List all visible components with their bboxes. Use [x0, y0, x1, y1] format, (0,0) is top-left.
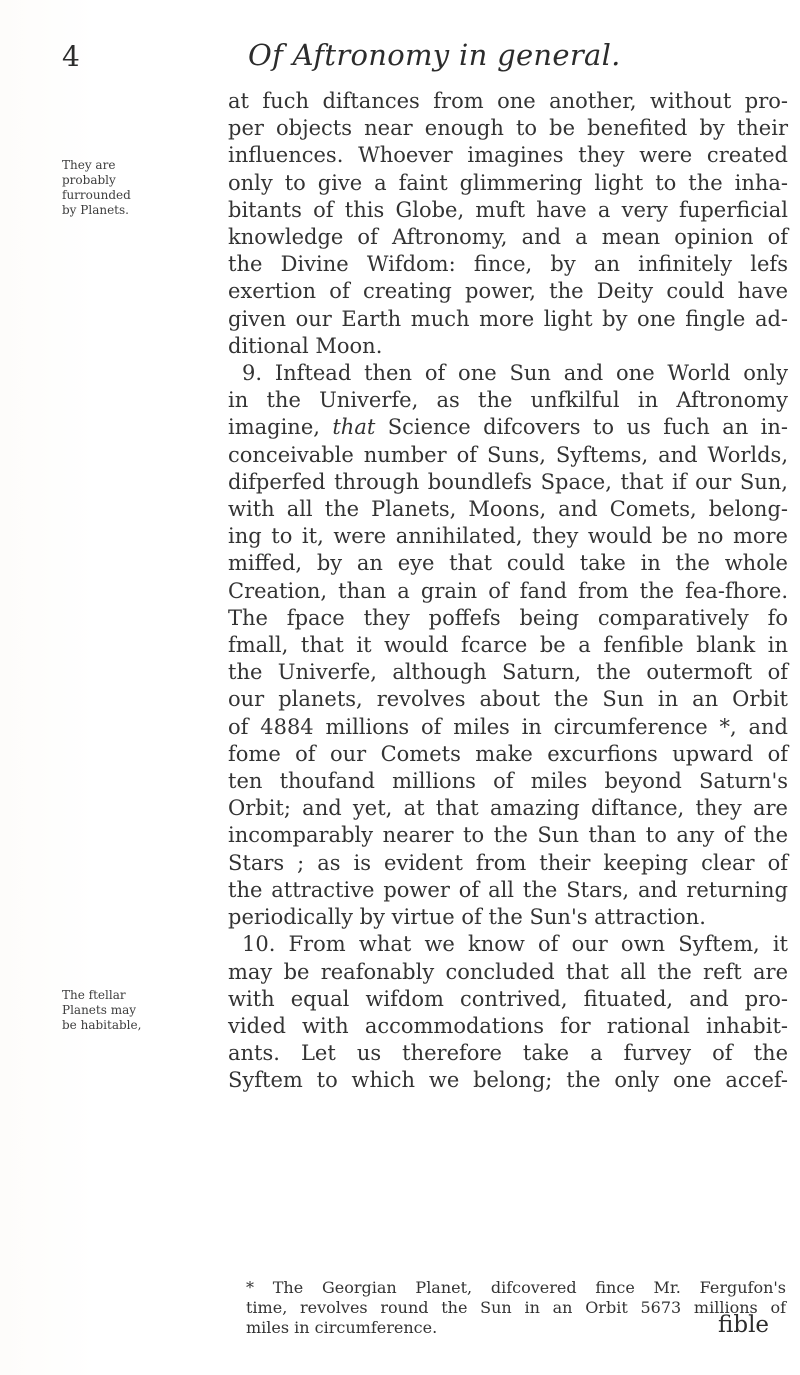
text-line: fmall, that it would fcarce be a fenfible blank in — [228, 633, 788, 658]
text-line: difperfed through boundlefs Space, that if our Sun, — [228, 469, 788, 494]
text-line: ten thoufand millions of miles beyond Saturn's — [228, 769, 788, 794]
text-line: knowledge of Aftronomy, and a mean opinion of — [228, 225, 788, 250]
text-line: Syftem to which we belong; the only one accef- — [228, 1068, 788, 1093]
running-head: Of Aftronomy in general. — [248, 38, 621, 72]
footnote-line: miles in circumference. — [246, 1318, 438, 1337]
margin-note-line: Planets may — [62, 1003, 137, 1017]
text-line: influences. Whoever imagines they were created — [228, 143, 788, 168]
text-line: per objects near enough to be benefited by their — [228, 116, 788, 141]
margin-note-line: be habitable, — [62, 1018, 142, 1032]
margin-note-line: probably — [62, 173, 116, 187]
text-line: bitants of this Globe, muft have a very fuperficial — [228, 197, 788, 222]
text-line: ditional Moon. — [228, 333, 383, 358]
text-line: with all the Planets, Moons, and Comets, belong- — [228, 497, 788, 522]
text-fragment: Science difcovers to us fuch an in- — [387, 415, 788, 440]
text-line: vided with accommodations for rational inhabit- — [228, 1013, 788, 1038]
text-line-composite — [228, 414, 788, 441]
margin-note-line: furrounded — [62, 188, 131, 202]
footnote — [246, 1278, 786, 1338]
text-line: incomparably nearer to the Sun than to any of the — [228, 823, 788, 848]
catchword: fible — [718, 1312, 770, 1338]
footnote-line: * The Georgian Planet, difcovered fince Mr. Fergufon's — [246, 1278, 786, 1297]
text-line: conceivable number of Suns, Syftems, and Worlds, — [228, 442, 788, 467]
page-number: 4 — [62, 40, 80, 73]
body-text — [228, 88, 788, 1095]
text-line: only to give a faint glimmering light to the inha- — [228, 170, 788, 195]
text-line: exertion of creating power, the Deity could have — [228, 279, 788, 304]
margin-note-line: by Planets. — [62, 203, 129, 217]
margin-note-line: The ftellar — [62, 988, 126, 1002]
text-line: the Divine Wifdom: fince, by an infinitely lefs — [228, 252, 788, 277]
text-line: in the Univerfe, as the unfkilful in Aftronomy — [228, 388, 788, 413]
text-line: at fuch diftances from one another, without pro- — [228, 89, 788, 113]
text-line: with equal wifdom contrived, fituated, and pro- — [228, 986, 788, 1011]
text-line: 10. From what we know of our own Syftem, it — [242, 932, 788, 957]
text-line: miffed, by an eye that could take in the whole — [228, 551, 788, 576]
footnote-line: time, revolves round the Sun in an Orbit 5673 millions of — [246, 1298, 786, 1317]
text-line: Creation, than a grain of fand from the fea-fhore. — [228, 578, 788, 603]
text-line: given our Earth much more light by one fingle ad- — [228, 306, 788, 331]
text-fragment: imagine, — [228, 415, 320, 440]
text-line: may be reafonably concluded that all the reft are — [228, 959, 788, 984]
text-line: ing to it, were annihilated, they would be no more — [228, 524, 788, 549]
italic-word: that — [332, 415, 376, 440]
text-line: the Univerfe, although Saturn, the outermoft of — [228, 660, 788, 685]
margin-note-line: They are — [62, 158, 116, 172]
text-line: Stars ; as is evident from their keeping clear of — [228, 850, 788, 875]
text-line: of 4884 millions of miles in circumference *, and — [228, 714, 788, 739]
margin-note-planets — [62, 158, 172, 218]
text-line: The fpace they poffefs being comparatively fo — [228, 605, 788, 630]
text-line: periodically by virtue of the Sun's attraction. — [228, 905, 706, 930]
text-line: ants. Let us therefore take a furvey of the — [228, 1041, 788, 1066]
text-line: fome of our Comets make excurfions upward of — [228, 741, 788, 766]
text-line: Orbit; and yet, at that amazing diftance, they are — [228, 796, 788, 821]
text-line: 9. Inftead then of one Sun and one World only — [242, 361, 788, 386]
text-line: our planets, revolves about the Sun in an Orbit — [228, 687, 788, 712]
margin-note-stellar-planets — [62, 988, 172, 1033]
text-line: the attractive power of all the Stars, and returning — [228, 877, 788, 902]
